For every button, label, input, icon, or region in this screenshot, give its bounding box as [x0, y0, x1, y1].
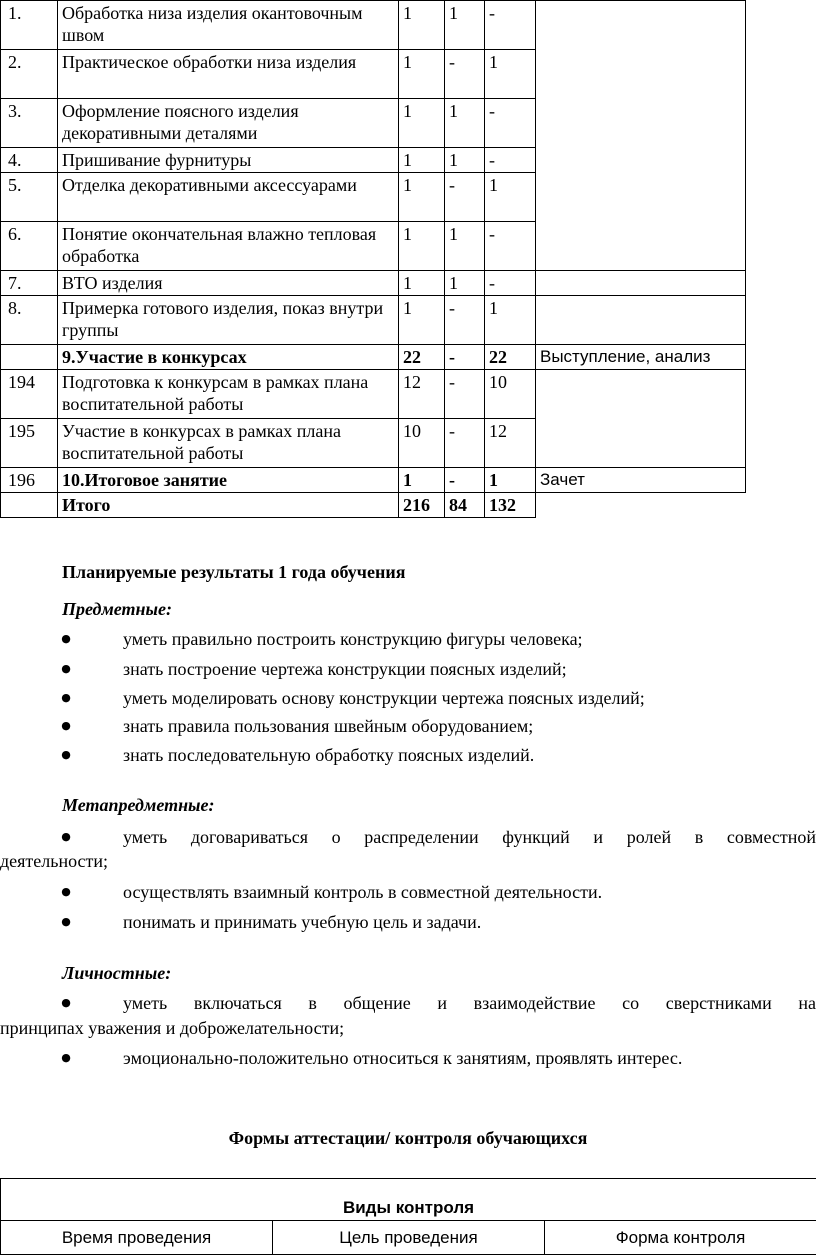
row-topic: Практическое обработки низа изделия — [58, 50, 399, 99]
bullet-icon: ● — [61, 632, 71, 645]
row-theory-hours: - — [445, 370, 485, 419]
row-number: 4. — [1, 148, 58, 173]
list-item-text: эмоционально-положительно относиться к занятиям, проявлять интерес. — [123, 1048, 683, 1068]
row-number: 194 — [1, 370, 58, 419]
row-practice-hours: 1 — [485, 50, 536, 99]
row-theory-hours: - — [445, 296, 485, 345]
column-header: Время проведения — [1, 1221, 273, 1255]
curriculum-table — [0, 0, 746, 518]
list-item-text: уметь правильно построить конструкцию фигуры человека; — [123, 629, 583, 649]
table-row — [1, 296, 746, 345]
attestation-title: Формы аттестации/ контроля обучающихся — [228, 1128, 588, 1148]
total-theory-hours: 84 — [445, 493, 485, 518]
row-number: 7. — [1, 271, 58, 296]
section-title: 9.Участие в конкурсах — [58, 345, 399, 370]
row-theory-hours: 1 — [445, 271, 485, 296]
table-header-row — [1, 1179, 816, 1221]
list-item-text: уметь договариваться о распределении функций и ролей в совместной — [123, 827, 816, 847]
control-table-title: Виды контроля — [1, 1179, 816, 1221]
row-topic: Участие в конкурсах в рамках плана воспитательной работы — [58, 419, 399, 468]
row-topic: Оформление поясного изделия декоративными деталями — [58, 99, 399, 148]
section-total-hours: 1 — [399, 468, 445, 493]
row-number: 8. — [1, 296, 58, 345]
row-theory-hours: - — [445, 419, 485, 468]
table-header-row — [1, 1221, 816, 1255]
section-form: Зачет — [536, 468, 746, 493]
bullet-icon: ● — [61, 1051, 71, 1064]
row-theory-hours: - — [445, 173, 485, 222]
row-total-hours: 1 — [399, 271, 445, 296]
list-item-text: уметь моделировать основу конструкции чертежа поясных изделий; — [123, 688, 645, 708]
list-item-text: знать последовательную обработку поясных изделий. — [123, 745, 535, 765]
row-theory-hours: 1 — [445, 148, 485, 173]
row-number: 5. — [1, 173, 58, 222]
total-hours: 216 — [399, 493, 445, 518]
row-total-hours: 10 — [399, 419, 445, 468]
row-topic: ВТО изделия — [58, 271, 399, 296]
list-item-text: уметь включаться в общение и взаимодействие со сверстниками на — [123, 993, 816, 1013]
row-practice-hours: - — [485, 99, 536, 148]
row-number: 3. — [1, 99, 58, 148]
row-practice-hours: 1 — [485, 173, 536, 222]
row-practice-hours: - — [485, 148, 536, 173]
table-row — [1, 271, 746, 296]
results-title: Планируемые результаты 1 года обучения — [62, 562, 406, 582]
subject-results-heading: Предметные: — [62, 599, 173, 619]
bullet-icon: ● — [61, 662, 71, 675]
row-total-hours: 1 — [399, 173, 445, 222]
section-title: 10.Итоговое занятие — [58, 468, 399, 493]
column-header: Форма контроля — [545, 1221, 816, 1255]
bullet-icon: ● — [61, 748, 71, 761]
row-total-hours: 1 — [399, 50, 445, 99]
bullet-icon: ● — [61, 996, 71, 1009]
row-topic: Примерка готового изделия, показ внутри группы — [58, 296, 399, 345]
row-form-empty — [536, 1, 746, 271]
list-item-continuation: принципах уважения и доброжелательности; — [0, 1018, 345, 1038]
table-row — [1, 370, 746, 419]
row-practice-hours: 10 — [485, 370, 536, 419]
row-number: 6. — [1, 222, 58, 271]
row-number — [1, 493, 58, 518]
list-item-text: осуществлять взаимный контроль в совместной деятельности. — [123, 882, 603, 902]
list-item-text: понимать и принимать учебную цель и задачи. — [123, 912, 482, 932]
row-total-hours: 1 — [399, 296, 445, 345]
row-number: 196 — [1, 468, 58, 493]
row-theory-hours: 1 — [445, 1, 485, 50]
row-total-hours: 1 — [399, 148, 445, 173]
column-header: Цель проведения — [273, 1221, 545, 1255]
row-practice-hours: - — [485, 1, 536, 50]
row-total-hours: 1 — [399, 1, 445, 50]
bullet-icon: ● — [61, 691, 71, 704]
row-form-empty — [536, 271, 746, 296]
section-total-hours: 22 — [399, 345, 445, 370]
personal-results-heading: Личностные: — [62, 963, 172, 983]
row-topic: Обработка низа изделия окантовочным швом — [58, 1, 399, 50]
row-topic: Пришивание фурнитуры — [58, 148, 399, 173]
control-table — [0, 1178, 816, 1255]
section-row — [1, 345, 746, 370]
row-practice-hours: 1 — [485, 296, 536, 345]
row-form-empty — [536, 493, 746, 518]
list-item-text: знать правила пользования швейным оборудованием; — [123, 716, 534, 736]
row-number: 195 — [1, 419, 58, 468]
total-practice-hours: 132 — [485, 493, 536, 518]
row-number — [1, 345, 58, 370]
row-form-empty — [536, 296, 746, 345]
section-theory-hours: - — [445, 345, 485, 370]
bullet-icon: ● — [61, 719, 71, 732]
section-practice-hours: 22 — [485, 345, 536, 370]
bullet-icon: ● — [61, 915, 71, 928]
row-topic: Отделка декоративными аксессуарами — [58, 173, 399, 222]
bullet-icon: ● — [61, 830, 71, 843]
row-theory-hours: 1 — [445, 222, 485, 271]
section-form: Выступление, анализ — [536, 345, 746, 370]
total-label: Итого — [58, 493, 399, 518]
section-practice-hours: 1 — [485, 468, 536, 493]
row-form-empty — [536, 370, 746, 468]
row-total-hours: 1 — [399, 99, 445, 148]
list-item-continuation: деятельности; — [0, 851, 109, 871]
row-topic: Подготовка к конкурсам в рамках плана воспитательной работы — [58, 370, 399, 419]
list-item-text: знать построение чертежа конструкции поясных изделий; — [123, 659, 567, 679]
row-number: 2. — [1, 50, 58, 99]
row-total-hours: 1 — [399, 222, 445, 271]
row-topic: Понятие окончательная влажно тепловая обработка — [58, 222, 399, 271]
row-practice-hours: - — [485, 222, 536, 271]
section-row — [1, 468, 746, 493]
meta-results-heading: Метапредметные: — [62, 795, 215, 815]
total-row — [1, 493, 746, 518]
table-row — [1, 1, 746, 50]
bullet-icon: ● — [61, 885, 71, 898]
row-number: 1. — [1, 1, 58, 50]
row-total-hours: 12 — [399, 370, 445, 419]
section-theory-hours: - — [445, 468, 485, 493]
row-practice-hours: - — [485, 271, 536, 296]
row-practice-hours: 12 — [485, 419, 536, 468]
row-theory-hours: - — [445, 50, 485, 99]
row-theory-hours: 1 — [445, 99, 485, 148]
